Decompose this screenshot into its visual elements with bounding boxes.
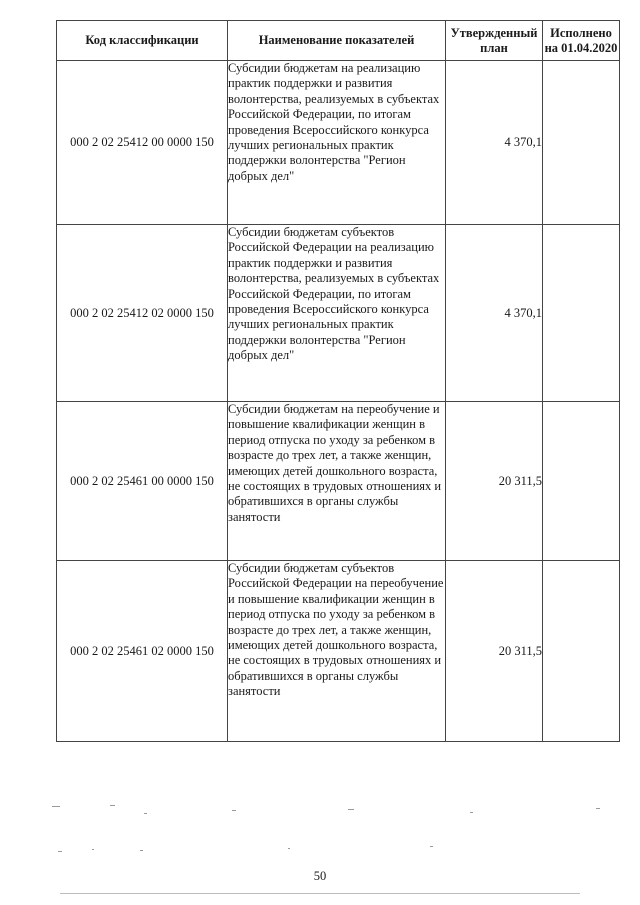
header-done — [543, 21, 620, 61]
approved-plan: 4 370,1 — [446, 61, 543, 225]
header-name: Наименование показателей — [228, 21, 446, 61]
table-row — [57, 561, 620, 742]
classification-code: 000 2 02 25412 02 0000 150 — [57, 225, 228, 402]
classification-code: 000 2 02 25412 00 0000 150 — [57, 61, 228, 225]
report-table — [56, 20, 620, 742]
approved-plan: 4 370,1 — [446, 225, 543, 402]
executed-value — [543, 561, 620, 742]
header-plan-line1: Утвержденный — [450, 25, 538, 40]
header-plan-line2: план — [480, 40, 508, 55]
table-row — [57, 402, 620, 561]
indicator-name: Субсидии бюджетам субъектов Российской Федерации на переобучение и повышение квалификации женщин в период отпуска по уходу за ребенком в возрасте до трех лет, а также женщин, имеющих детей дошкольного возраста, не состоящих в трудовых отношениях и обратившихся в органы службы занятости — [228, 561, 446, 742]
indicator-name: Субсидии бюджетам на переобучение и повышение квалификации женщин в период отпуска по уходу за ребенком в возрасте до трех лет, а также женщин, имеющих детей дошкольного возраста, не состоящих в трудовых отношениях и обратившихся в органы службы занятости — [228, 402, 446, 561]
executed-value — [543, 61, 620, 225]
header-done-line2: на 01.04.2020 — [544, 40, 618, 55]
page-number: 50 — [313, 869, 327, 883]
header-code: Код классификации — [57, 21, 228, 61]
approved-plan: 20 311,5 — [446, 561, 543, 742]
approved-plan: 20 311,5 — [446, 402, 543, 561]
executed-value — [543, 402, 620, 561]
table-row — [57, 225, 620, 402]
indicator-name: Субсидии бюджетам на реализацию практик поддержки и развития волонтерства, реализуемых в субъектах Российской Федерации, по итогам проведения Всероссийского конкурса лучших региональных практик поддержки волонтерства "Регион добрых дел" — [228, 61, 446, 225]
executed-value — [543, 225, 620, 402]
header-row — [57, 21, 620, 61]
header-plan — [446, 21, 543, 61]
classification-code: 000 2 02 25461 00 0000 150 — [57, 402, 228, 561]
table-row — [57, 61, 620, 225]
header-done-line1: Исполнено — [550, 25, 612, 40]
classification-code: 000 2 02 25461 02 0000 150 — [57, 561, 228, 742]
indicator-name: Субсидии бюджетам субъектов Российской Федерации на реализацию практик поддержки и развития волонтерства, реализуемых в субъектах Российской Федерации, по итогам проведения Всероссийского конкурса лучших региональных практик поддержки волонтерства "Регион добрых дел" — [228, 225, 446, 402]
